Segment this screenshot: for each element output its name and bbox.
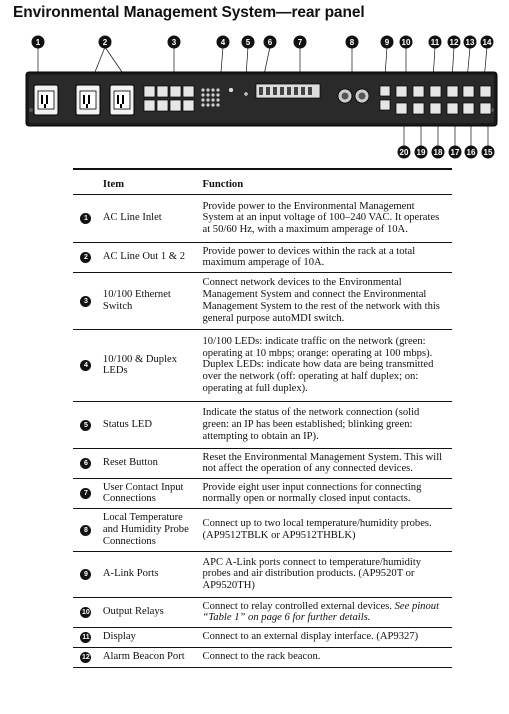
callout-number: 19 xyxy=(416,148,426,157)
item-name: 10/100 Ethernet Switch xyxy=(99,272,199,329)
item-function xyxy=(199,597,453,627)
callout-number: 14 xyxy=(482,38,492,47)
table-row xyxy=(73,551,452,597)
rear-panel-diagram xyxy=(0,28,509,163)
callout-number: 15 xyxy=(483,148,493,157)
callout-number: 9 xyxy=(384,38,390,47)
table-header-function: Function xyxy=(199,169,453,194)
item-number-badge: 9 xyxy=(80,569,91,580)
item-name: AC Line Out 1 & 2 xyxy=(99,242,199,272)
item-name: Local Temperature and Humidity Probe Connections xyxy=(99,508,199,551)
item-name: User Contact Input Connections xyxy=(99,478,199,508)
callout-number: 12 xyxy=(449,38,459,47)
item-number-badge: 5 xyxy=(80,420,91,431)
item-name: Alarm Beacon Port xyxy=(99,647,199,667)
table-header-num xyxy=(73,169,99,194)
table-row xyxy=(73,242,452,272)
item-name: Output Relays xyxy=(99,597,199,627)
table-row xyxy=(73,508,452,551)
callout-number: 20 xyxy=(399,148,409,157)
item-function: Provide eight user input connections for connecting normally open or normally closed input contacts. xyxy=(199,478,453,508)
item-name: Status LED xyxy=(99,401,199,448)
page-title: Environmental Management System—rear panel xyxy=(13,4,365,21)
item-function-text: Connect to relay controlled external devices. xyxy=(202,600,392,612)
table-row xyxy=(73,194,452,242)
item-number-badge: 1 xyxy=(80,213,91,224)
callout-number: 13 xyxy=(465,38,475,47)
item-function: Provide power to devices within the rack at a total maximum amperage of 10A. xyxy=(199,242,453,272)
item-name: AC Line Inlet xyxy=(99,194,199,242)
callout-number: 6 xyxy=(267,38,273,47)
callout-number: 1 xyxy=(35,38,41,47)
item-number-badge: 11 xyxy=(82,634,90,642)
item-number-badge: 6 xyxy=(80,458,91,469)
table-row xyxy=(73,597,452,627)
item-number-badge: 10 xyxy=(82,609,90,617)
reset-button xyxy=(244,92,248,96)
table-row xyxy=(73,478,452,508)
table-row xyxy=(73,401,452,448)
items-table xyxy=(73,168,452,668)
callout-number: 8 xyxy=(349,38,355,47)
item-number-badge: 2 xyxy=(80,252,91,263)
item-number-badge: 7 xyxy=(80,488,91,499)
table-row xyxy=(73,329,452,401)
item-name: 10/100 & Duplex LEDs xyxy=(99,329,199,401)
callout-number: 11 xyxy=(430,38,440,47)
status-led xyxy=(229,88,234,93)
item-name: Display xyxy=(99,627,199,647)
ac-line-out-1 xyxy=(76,85,100,115)
item-function: Connect network devices to the Environmental Management System and connect the Environmental Management System to the rest of the network with this general purpose autoMDI switch. xyxy=(199,272,453,329)
item-name: Reset Button xyxy=(99,448,199,478)
table-row xyxy=(73,627,452,647)
item-function: Connect to an external display interface. (AP9327) xyxy=(199,627,453,647)
callout-number: 17 xyxy=(450,148,460,157)
table-header-row xyxy=(73,169,452,194)
item-function: Reset the Environmental Management System. This will not affect the operation of any connected devices. xyxy=(199,448,453,478)
item-function-note: See pinout “Table 1” on page 6 for further details. xyxy=(202,600,440,624)
item-function: Connect to the rack beacon. xyxy=(199,647,453,667)
callout-number: 7 xyxy=(297,38,303,47)
item-number-badge: 4 xyxy=(80,360,91,371)
item-number-badge: 8 xyxy=(80,525,91,536)
item-name: A-Link Ports xyxy=(99,551,199,597)
ac-line-out-2 xyxy=(110,85,134,115)
item-function: Connect up to two local temperature/humidity probes. (AP9512TBLK or AP9512THBLK) xyxy=(199,508,453,551)
item-function: Provide power to the Environmental Management System at an input voltage of 100–240 VAC. It operates at 50/60 Hz, with a maximum amperage of 10A. xyxy=(199,194,453,242)
item-function: Indicate the status of the network connection (solid green: an IP has been established; blinking green: attempting to obtain an IP). xyxy=(199,401,453,448)
table-header-item: Item xyxy=(99,169,199,194)
callout-number: 4 xyxy=(220,38,226,47)
callout-number: 5 xyxy=(245,38,251,47)
callout-number: 18 xyxy=(433,148,443,157)
table-row xyxy=(73,647,452,667)
callout-number: 3 xyxy=(171,38,177,47)
item-function: 10/100 LEDs: indicate traffic on the network (green: operating at 10 mbps; orange: operating at 100 mbps). Duplex LEDs: indicate how data are being transmitted over the network (off: operating at half duplex; on: operating at full duplex). xyxy=(199,329,453,401)
callout-number: 16 xyxy=(466,148,476,157)
callout-number: 10 xyxy=(401,38,411,47)
user-contact-inputs xyxy=(256,84,320,98)
item-function: APC A-Link ports connect to temperature/humidity probes and air distribution products. (AP9520T or AP9520TH) xyxy=(199,551,453,597)
table-row xyxy=(73,448,452,478)
ac-line-inlet xyxy=(34,85,58,115)
item-number-badge: 12 xyxy=(82,654,90,662)
item-number-badge: 3 xyxy=(80,296,91,307)
table-row xyxy=(73,272,452,329)
callout-number: 2 xyxy=(102,38,108,47)
